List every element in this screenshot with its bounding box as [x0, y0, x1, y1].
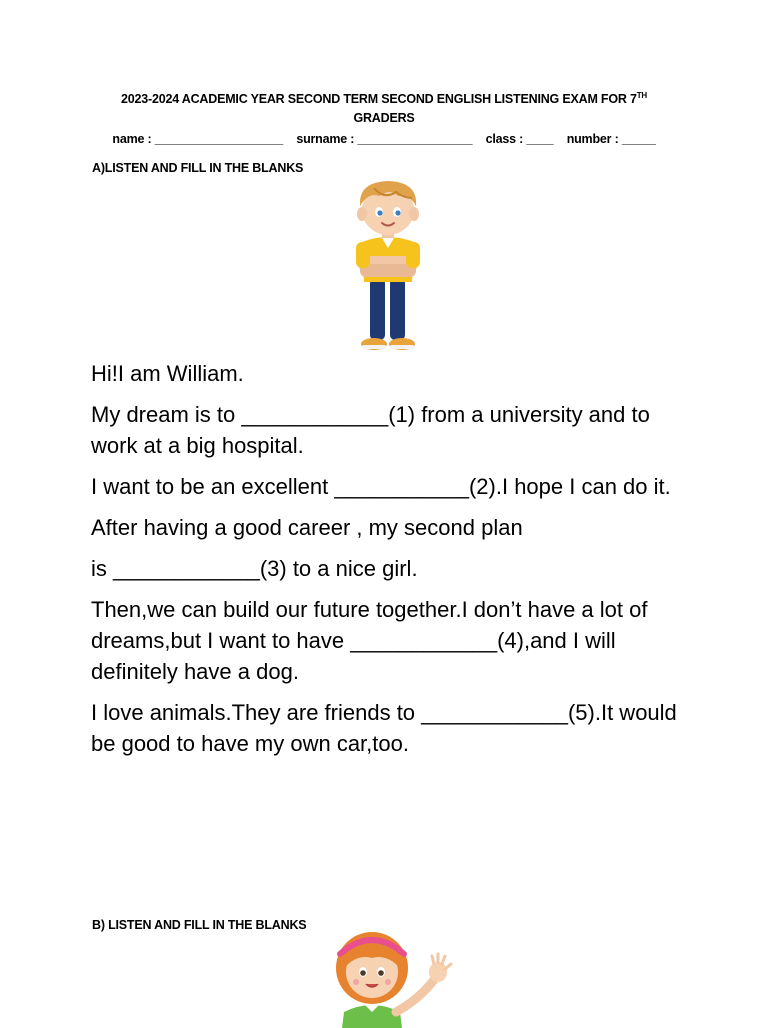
- story-paragraph: I love animals.They are friends to ____________(5).It would be good to have my own car,too.: [91, 700, 677, 756]
- exam-title: 2023-2024 ACADEMIC YEAR SECOND TERM SECOND ENGLISH LISTENING EXAM FOR 7TH GRADERS: [120, 91, 648, 126]
- story-paragraph: I want to be an excellent ___________(2).I hope I can do it.: [91, 474, 671, 499]
- story-paragraph: My dream is to ____________(1) from a university and to work at a big hospital.: [91, 402, 650, 458]
- surname-field: surname : _________________: [296, 132, 473, 146]
- boy-illustration: [344, 176, 432, 356]
- story-text: [91, 358, 681, 769]
- story-paragraph: is ____________(3) to a nice girl.: [91, 556, 418, 581]
- story-paragraph: Hi!I am William.: [91, 361, 244, 386]
- section-b-heading: B) LISTEN AND FILL IN THE BLANKS: [92, 918, 307, 932]
- name-field: name : ___________________: [112, 132, 284, 146]
- student-info-line: [92, 132, 676, 146]
- number-field: number : _____: [566, 132, 656, 146]
- section-a-heading: A)LISTEN AND FILL IN THE BLANKS: [92, 161, 304, 175]
- girl-illustration: [330, 928, 454, 1028]
- story-paragraph: Then,we can build our future together.I don’t have a lot of dreams,but I want to have ____________(4),and I will definitely have a dog.: [91, 597, 648, 684]
- class-field: class : ____: [485, 132, 554, 146]
- story-paragraph: After having a good career , my second plan: [91, 515, 523, 540]
